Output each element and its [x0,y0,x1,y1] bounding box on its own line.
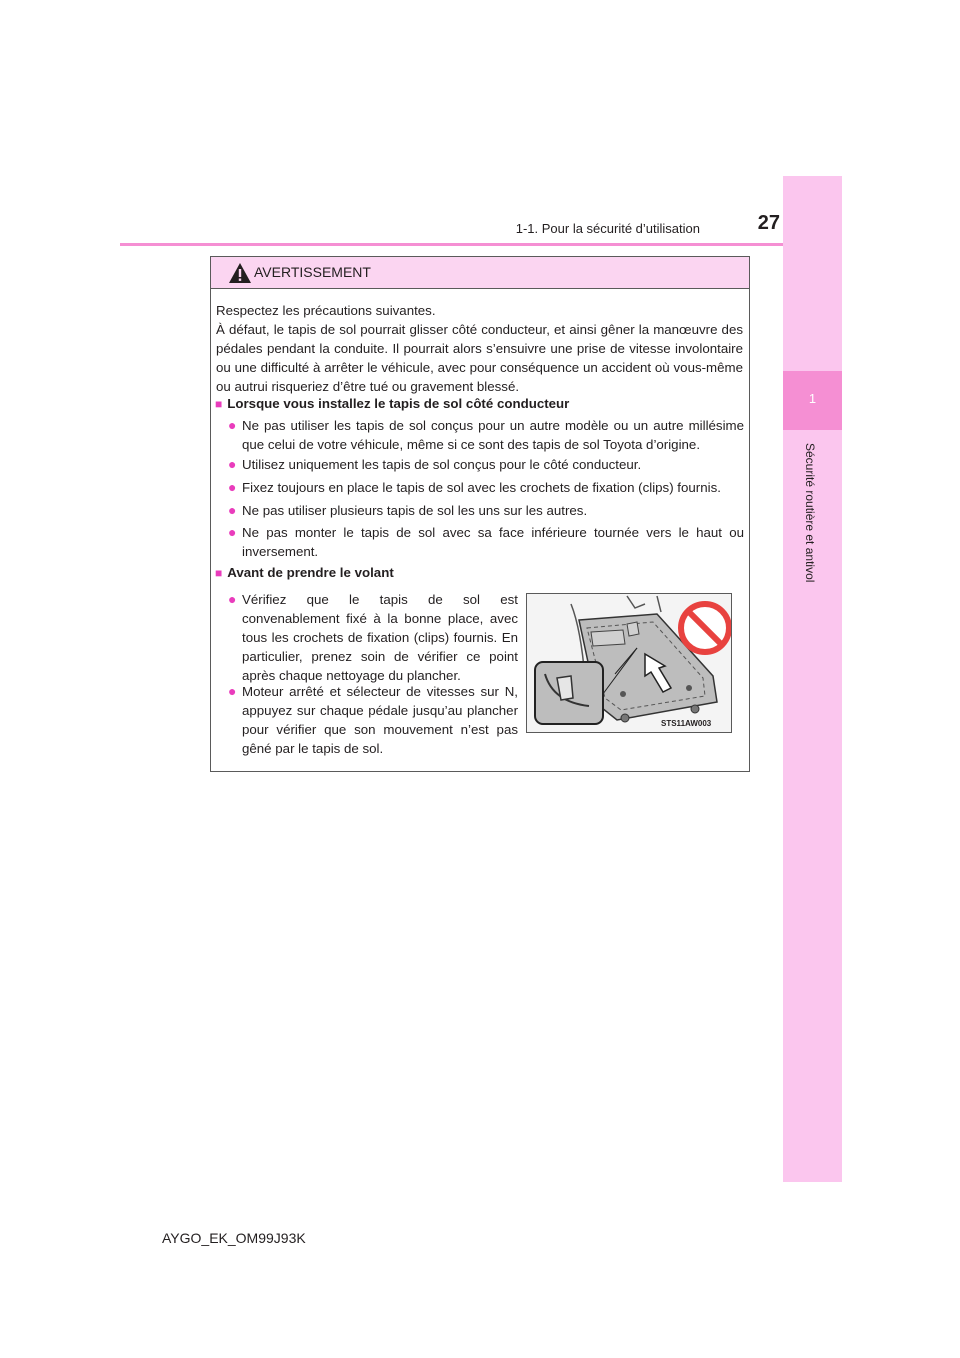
warning-title: AVERTISSEMENT [254,264,371,280]
header-section-title: 1-1. Pour la sécurité d’utilisation [515,221,700,236]
illustration-code: STS11AW003 [661,719,712,728]
list-item-text: Moteur arrêté et sélecteur de vitesses sur N, appuyez sur chaque pédale jusqu’au plancher pour vérifier que son mouvement n’est pas gêné par le tapis de sol. [242,684,518,756]
list-item-text: Ne pas utiliser plusieurs tapis de sol les uns sur les autres. [242,503,588,518]
warning-box [210,256,750,772]
list-item-text: Vérifiez que le tapis de sol est convenablement fixé à la bonne place, avec tous les crochets de fixation (clips) fournis. En particulier, prenez soin de vérifier ce point après chaque nettoyage du plancher. [242,592,518,683]
list-item [228,590,518,685]
bullet-icon: ● [228,524,237,540]
list-item-text: Ne pas utiliser les tapis de sol conçus pour un autre modèle ou un autre millésime que celui de votre véhicule, même si ce sont des tapis de sol Toyota d’origine. [242,418,744,452]
list-item [228,523,744,561]
section-marker-icon: ■ [215,566,223,580]
header-rule [120,243,840,246]
list-item [228,501,744,520]
chapter-title: Sécurité routière et antivol [803,443,817,583]
list-item [228,478,744,497]
chapter-number: 1 [808,391,817,406]
list-item-text: Ne pas monter le tapis de sol avec sa face inférieure tournée vers le haut ou inversement. [242,525,744,559]
warning-intro-body: À défaut, le tapis de sol pourrait glisser côté conducteur, et ainsi gêner la manœuvre des pédales pendant la conduite. Il pourrait alors s’ensuivre une prise de vitesse involontaire ou une difficulté à arrêter le véhicule, avec pour conséquence un accident où vous-même ou autrui risqueriez d’être tué ou gravement blessé. [216,322,743,394]
section-heading-installation [215,394,569,414]
section-marker-icon: ■ [215,397,223,411]
section-heading-before-driving [215,563,394,583]
bullet-icon: ● [228,417,237,433]
section-title: Lorsque vous installez le tapis de sol côté conducteur [227,396,570,411]
bullet-icon: ● [228,456,237,472]
list-item [228,455,744,474]
bullet-icon: ● [228,591,237,607]
page-number: 27 [757,212,780,234]
floor-mat-drawing [527,594,731,732]
list-item [228,682,518,758]
chapter-side-tab [783,176,842,1182]
list-item [228,416,744,454]
bullet-icon: ● [228,683,237,699]
bullet-icon: ● [228,479,237,495]
list-item-text: Fixez toujours en place le tapis de sol avec les crochets de fixation (clips) fournis. [242,480,721,495]
floor-mat-illustration [526,593,732,733]
warning-triangle-icon [228,262,252,284]
section-title: Avant de prendre le volant [227,565,394,580]
warning-header [211,257,749,289]
bullet-icon: ● [228,502,237,518]
footer-document-code: AYGO_EK_OM99J93K [162,1230,306,1246]
list-item-text: Utilisez uniquement les tapis de sol conçus pour le côté conducteur. [242,457,642,472]
warning-intro-line: Respectez les précautions suivantes. [216,303,436,318]
